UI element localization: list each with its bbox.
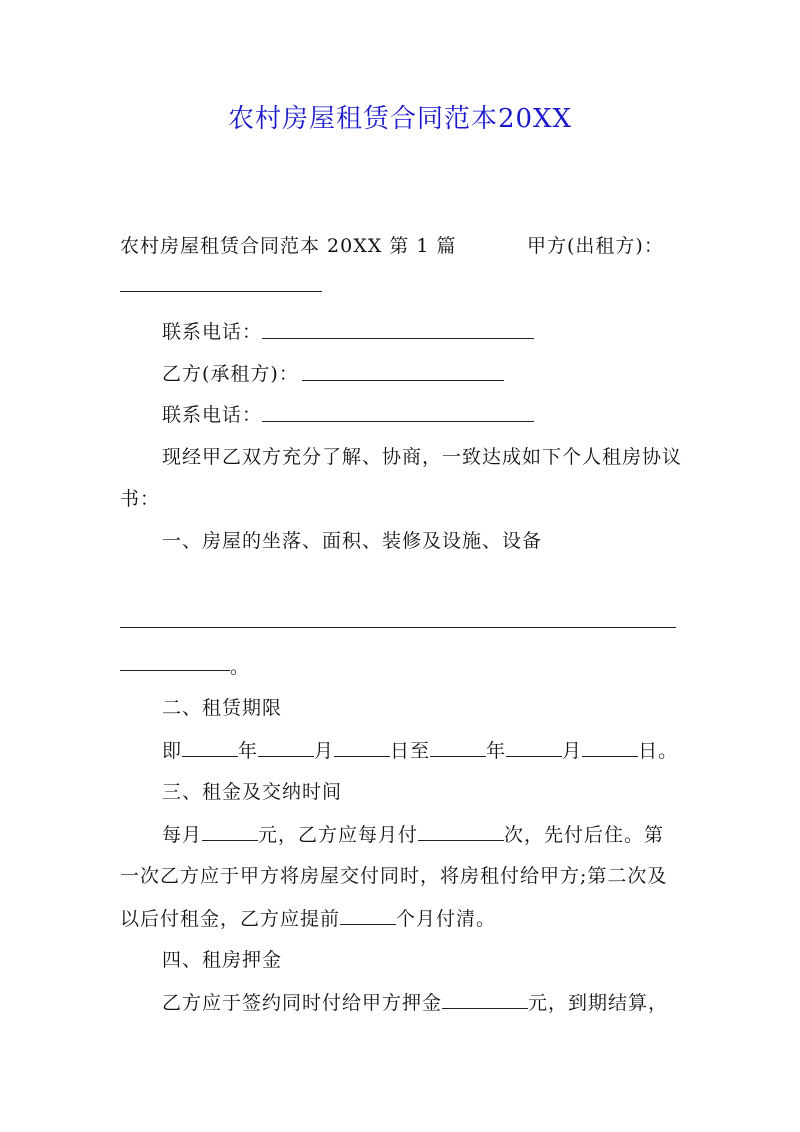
rent-line-3 bbox=[120, 904, 496, 933]
term-prefix: 即 bbox=[162, 740, 183, 762]
deposit-prefix: 乙方应于签约同时付给甲方押金 bbox=[162, 992, 443, 1014]
party-b-blank bbox=[302, 380, 504, 381]
term-year-1-blank bbox=[182, 736, 238, 757]
party-a-label: 甲方(出租方)： bbox=[527, 235, 664, 257]
deposit-amount-blank bbox=[442, 988, 528, 1009]
term-year-2-blank bbox=[430, 736, 486, 757]
section-1-end-mark: 。 bbox=[230, 656, 251, 678]
rent-line-2: 一次乙方应于甲方将房屋交付同时，将房租付给甲方;第二次及 bbox=[120, 865, 668, 887]
phone-2-blank bbox=[262, 421, 534, 422]
term-day-2-label: 日。 bbox=[638, 740, 679, 762]
rent-middle: 元，乙方应每月付 bbox=[258, 824, 419, 846]
term-month-2-label: 月 bbox=[562, 740, 583, 762]
section-2-heading: 二、租赁期限 bbox=[162, 697, 283, 719]
intro-line-2: 书： bbox=[120, 488, 161, 510]
term-day-1-blank bbox=[334, 736, 390, 757]
phone-1-label: 联系电话： bbox=[162, 321, 263, 343]
intro-line-1: 现经甲乙双方充分了解、协商，一致达成如下个人租房协议 bbox=[162, 446, 683, 468]
deposit-suffix: 元，到期结算， bbox=[528, 992, 669, 1014]
rent-prefix: 每月 bbox=[162, 824, 203, 846]
term-month-2-blank bbox=[506, 736, 562, 757]
rent-amount-blank bbox=[202, 820, 258, 841]
party-b-label: 乙方(承租方)： bbox=[162, 363, 299, 385]
term-line bbox=[162, 736, 678, 765]
term-year-1-label: 年 bbox=[238, 740, 259, 762]
term-year-2-label: 年 bbox=[486, 740, 507, 762]
section-1-heading: 一、房屋的坐落、面积、装修及设施、设备 bbox=[162, 530, 543, 552]
term-day-1-label: 日至 bbox=[390, 740, 431, 762]
rent-times-blank bbox=[418, 820, 504, 841]
section-3-heading: 三、租金及交纳时间 bbox=[162, 781, 343, 803]
phone-2-label: 联系电话： bbox=[162, 404, 263, 426]
party-a-blank bbox=[120, 291, 322, 292]
rent-advance-prefix: 以后付租金，乙方应提前 bbox=[120, 908, 341, 930]
term-month-1-blank bbox=[258, 736, 314, 757]
rent-line-1 bbox=[162, 820, 664, 849]
deposit-line bbox=[162, 988, 668, 1017]
term-month-1-label: 月 bbox=[314, 740, 335, 762]
section-1-long-blank bbox=[120, 627, 676, 628]
section-4-heading: 四、租房押金 bbox=[162, 949, 283, 971]
phone-1-blank bbox=[262, 338, 534, 339]
document-title: 农村房屋租赁合同范本20XX bbox=[227, 104, 573, 134]
rent-suffix: 次，先付后住。第 bbox=[504, 824, 665, 846]
term-day-2-blank bbox=[582, 736, 638, 757]
rent-advance-blank bbox=[340, 904, 396, 925]
heading-line: 农村房屋租赁合同范本 20XX 第 1 篇 bbox=[120, 235, 457, 257]
rent-advance-suffix: 个月付清。 bbox=[396, 908, 497, 930]
section-1-short-blank bbox=[120, 670, 230, 671]
